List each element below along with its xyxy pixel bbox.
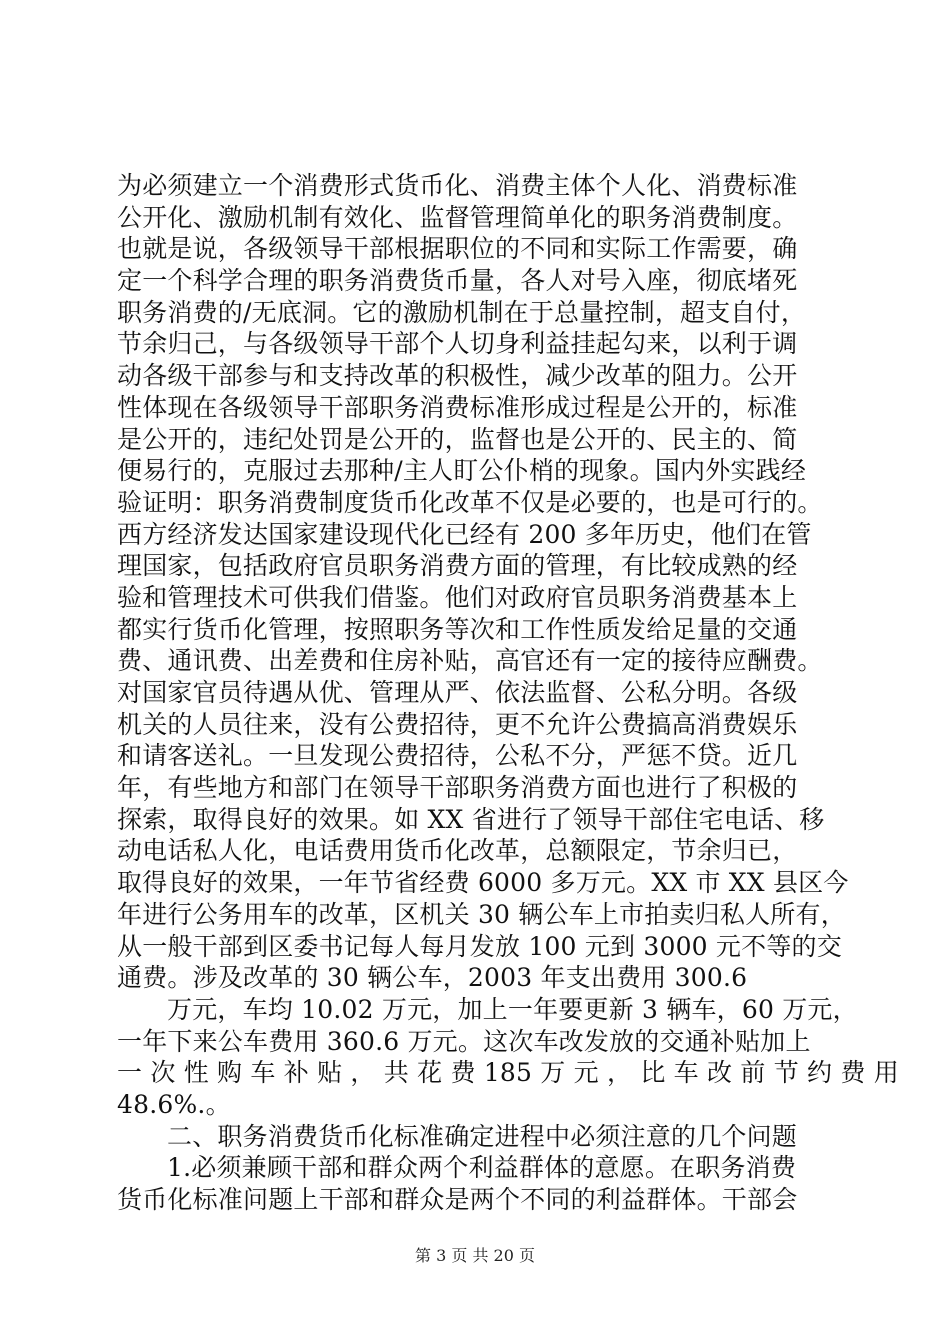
text-line: 动各级干部参与和支持改革的积极性，减少改革的阻力。公开 [117,361,798,391]
text-line: 取得良好的效果，一年节省经费 6000 多万元。XX 市 XX 县区今 [117,868,849,898]
text-line: 一 次 性 购 车 补 贴 ， 共 花 费 185 万 元 ， 比 车 改 前 节 约 费 用 [117,1058,899,1088]
text-line: 万元，车均 10.02 万元，加上一年要更新 3 辆车，60 万元， [167,994,858,1024]
text-line: 对国家官员待遇从优、管理从严、依法监督、公私分明。各级 [117,678,798,707]
text-line: 职务消费的/无底洞。它的激励机制在于总量控制，超支自付， [117,297,807,327]
text-line: 通费。涉及改革的 30 辆公车，2003 年支出费用 300.6 [117,963,748,993]
text-line: 都实行货币化管理，按照职务等次和工作性质发给足量的交通 [117,614,798,644]
text-line: 验证明：职务消费制度货币化改革不仅是必要的，也是可行的。 [117,487,823,517]
text-line: 公开化、激励机制有效化、监督管理简单化的职务消费制度。 [117,202,798,232]
text-line: 理国家，包括政府官员职务消费方面的管理，有比较成熟的经 [117,551,798,581]
text-line: 性体现在各级领导干部职务消费标准形成过程是公开的，标准 [117,392,798,422]
text-line: 探索，取得良好的效果。如 XX 省进行了领导干部住宅电话、移 [117,804,825,834]
text-line: 动电话私人化，电话费用货币化改革，总额限定，节余归已， [117,836,798,866]
text-line: 费、通讯费、出差费和住房补贴，高官还有一定的接待应酬费。 [117,646,823,676]
text-line: 为必须建立一个消费形式货币化、消费主体个人化、消费标准 [117,171,798,200]
text-line: 节余归己，与各级领导干部个人切身利益挂起勾来，以利于调 [117,329,798,359]
text-line: 验和管理技术可供我们借鉴。他们对政府官员职务消费基本上 [117,582,798,612]
text-line: 也就是说，各级领导干部根据职位的不同和实际工作需要，确 [117,234,798,264]
text-line: 机关的人员往来，没有公费招待，更不允许公费搞高消费娱乐 [117,709,798,739]
text-line: 货币化标准问题上干部和群众是两个不同的利益群体。干部会 [117,1185,798,1214]
text-line: 和请客送礼。一旦发现公费招待，公私不分，严惩不贷。近几 [117,741,798,771]
text-line: 48.6%.。 [117,1089,231,1119]
section-heading: 二、职务消费货币化标准确定进程中必须注意的几个问题 [167,1121,798,1151]
page-footer: 第 3 页 共 20 页 [415,1246,535,1265]
text-line: 年进行公务用车的改革，区机关 30 辆公车上市拍卖归私人所有， [117,899,846,929]
text-line: 1.必须兼顾干部和群众两个利益群体的意愿。在职务消费 [167,1153,797,1183]
text-line: 一年下来公车费用 360.6 万元。这次车改发放的交通补贴加上 [117,1026,811,1056]
text-line: 便易行的，克服过去那种/主人盯公仆梢的现象。国内外实践经 [117,456,807,486]
text-line: 西方经济发达国家建设现代化已经有 200 多年历史，他们在管 [117,519,812,549]
body-text [117,170,899,1216]
text-line: 是公开的，违纪处罚是公开的，监督也是公开的、民主的、简 [117,424,798,454]
text-line: 从一般干部到区委书记每人每月发放 100 元到 3000 元不等的交 [117,931,842,961]
text-line: 定一个科学合理的职务消费货币量，各人对号入座，彻底堵死 [117,266,798,296]
text-line: 年，有些地方和部门在领导干部职务消费方面也进行了积极的 [117,773,798,803]
